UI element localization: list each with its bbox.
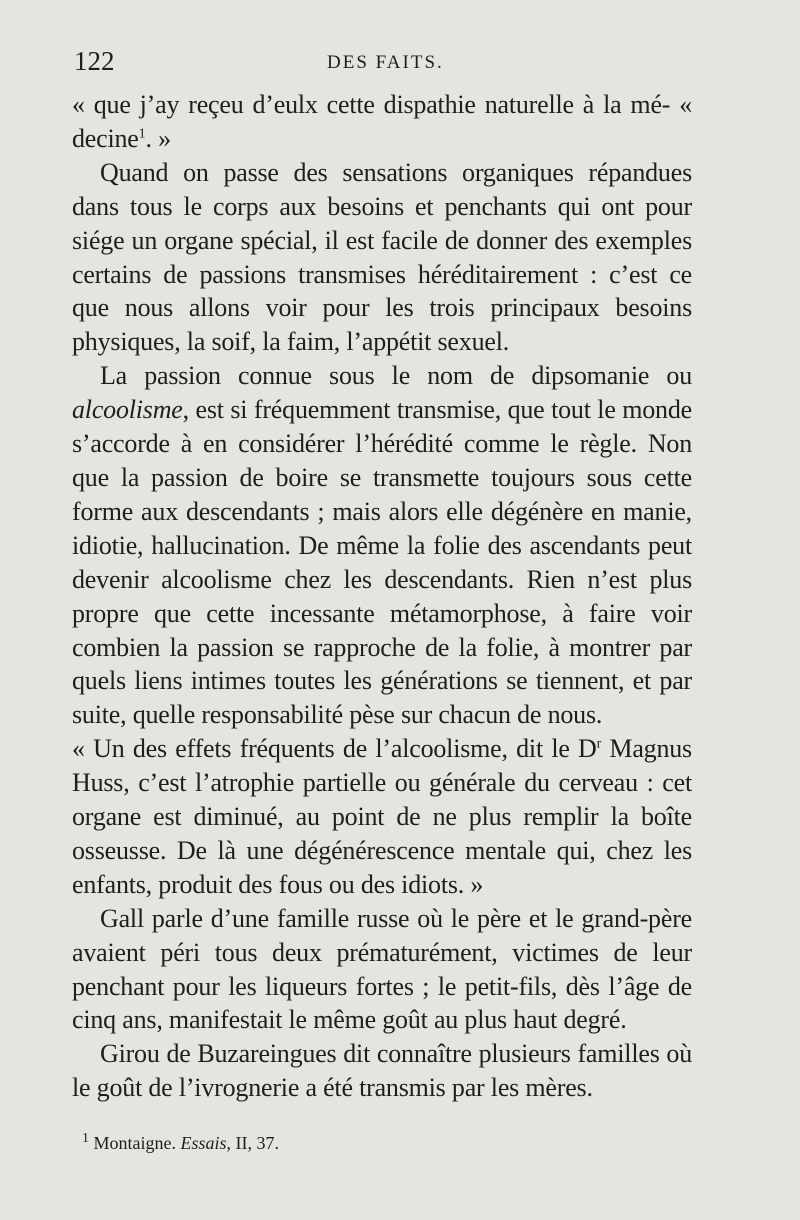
- paragraph-segment: r: [596, 736, 602, 752]
- page-number: 122: [74, 46, 115, 76]
- paragraph-segment: 1: [138, 126, 146, 142]
- paragraph-segment: Girou de Buzareingues dit connaître plusieurs familles où le goût de l’ivrognerie a été transmis par les mères.: [72, 1039, 692, 1103]
- footnote-reference: , II, 37.: [226, 1133, 280, 1153]
- paragraph-segment: alcoolisme: [72, 395, 183, 425]
- paragraph-p3: [72, 732, 692, 902]
- paragraph-segment: La passion connue sous le nom de dipsomanie ou: [100, 361, 692, 391]
- paragraph-segment: Gall parle d’une famille russe où le père et le grand-père avaient péri tous deux prématurément, victimes de leur penchant pour les liqueurs fortes ; le petit-fils, dès l’âge de cinq ans, manifestait le même goût au plus haut degré.: [72, 903, 692, 1035]
- footnote-marker: 1: [82, 1131, 89, 1146]
- paragraph-p2: [72, 359, 692, 732]
- page-body: [72, 88, 692, 1105]
- paragraph-p1: [72, 156, 692, 359]
- paragraph-segment: , est si fréquemment transmise, que tout le monde s’accorde à en considérer l’hérédité comme le règle. Non que la passion de boire se transmette toujours sous cette forme aux descendants ; mais alors elle dégénère en manie, idiotie, hallucination. De même la folie des ascendants peut devenir alcoolisme chez les descendants. Rien n’est plus propre que cette incessante métamorphose, à faire voir combien la passion se rapproche de la folie, à montrer par quels liens intimes toutes les générations se tiennent, et par suite, quelle responsabilité pèse sur chacun de nous.: [72, 395, 692, 730]
- paragraph-p5: [72, 1037, 692, 1105]
- paragraph-segment: . »: [145, 123, 171, 153]
- paragraph-p0: [72, 88, 692, 156]
- paragraph-segment: « que j’ay reçeu d’eulx cette dispathie naturelle à la mé- « decine: [72, 90, 692, 153]
- running-head: DES FAITS.: [327, 52, 444, 73]
- footnote-work: Essais: [180, 1133, 227, 1153]
- page-header: [72, 46, 692, 82]
- paragraph-segment: Magnus Huss, c’est l’atrophie partielle ou générale du cerveau : cet organe est diminué, au point de ne plus remplir la boîte osseusse. De là une dégénérescence mentale qui, chez les enfants, produit des fous ou des idiots. »: [72, 734, 692, 899]
- paragraph-p4: [72, 902, 692, 1038]
- paragraph-segment: « Un des effets fréquents de l’alcoolisme, dit le D: [72, 734, 597, 764]
- footnote-author: Montaigne.: [93, 1133, 176, 1153]
- footnote: [72, 1133, 692, 1154]
- paragraph-segment: Quand on passe des sensations organiques répandues dans tous le corps aux besoins et penchants qui ont pour siége un organe spécial, il est facile de donner des exemples certains de passions transmises héréditairement : c’est ce que nous allons voir pour les trois principaux besoins physiques, la soif, la faim, l’appétit sexuel.: [72, 157, 692, 357]
